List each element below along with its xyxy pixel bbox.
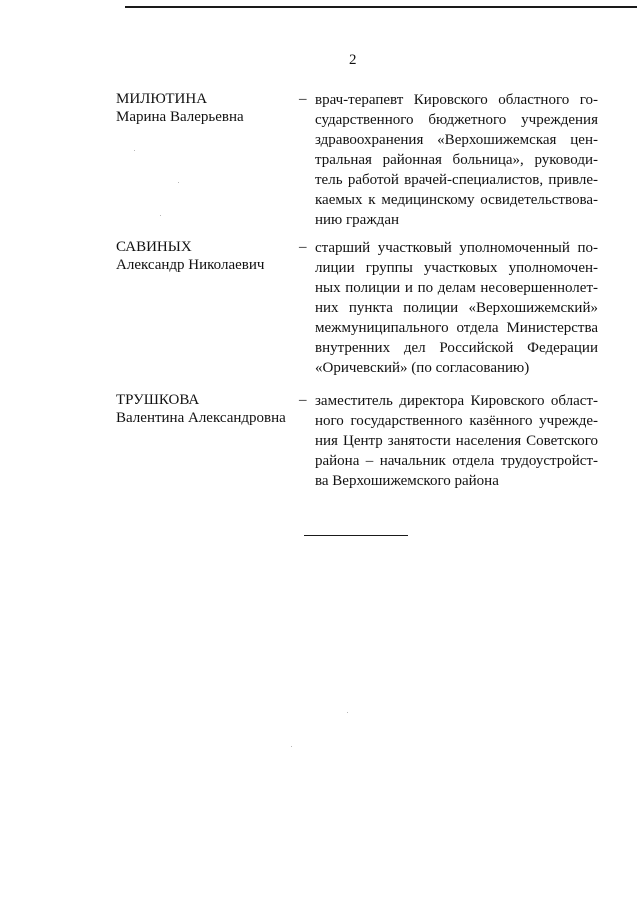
role-line: внутренних дел Российской Федерации bbox=[315, 340, 598, 356]
role-line: ного государственного казённого учрежде- bbox=[315, 413, 598, 429]
member-name bbox=[116, 90, 296, 126]
member-given-names: Валентина Александровна bbox=[116, 410, 286, 426]
role-line: врач-терапевт Кировского областного го- bbox=[315, 92, 598, 108]
role-line: ва Верхошижемского района bbox=[315, 473, 499, 489]
end-of-list-rule bbox=[304, 535, 408, 536]
dash-separator: – bbox=[299, 392, 307, 408]
member-surname: САВИНЫХ bbox=[116, 239, 192, 255]
member-given-names: Марина Валерьевна bbox=[116, 109, 244, 125]
scan-speck bbox=[160, 215, 161, 216]
role-line: ния Центр занятости населения Советского bbox=[315, 433, 598, 449]
role-line: ных полиции и по делам несовершеннолет- bbox=[315, 280, 598, 296]
role-line: «Оричевский» (по согласованию) bbox=[315, 360, 530, 376]
scan-speck bbox=[134, 150, 135, 151]
role-line: каемых к медицинскому освидетельствова- bbox=[315, 192, 598, 208]
role-line: них пункта полиции «Верхошижемский» bbox=[315, 300, 598, 316]
role-line: нию граждан bbox=[315, 212, 400, 228]
role-line: сударственного бюджетного учреждения bbox=[315, 112, 598, 128]
role-line: межмуниципального отдела Министерства bbox=[315, 320, 598, 336]
role-line: старший участковый уполномоченный по- bbox=[315, 240, 598, 256]
dash-separator: – bbox=[299, 91, 307, 107]
member-surname: ТРУШКОВА bbox=[116, 392, 200, 408]
dash-separator: – bbox=[299, 239, 307, 255]
member-name bbox=[116, 391, 296, 427]
scan-speck bbox=[347, 712, 348, 713]
member-role bbox=[315, 90, 598, 230]
role-line: здравоохранения «Верхошижемская цен- bbox=[315, 132, 598, 148]
role-line: тель работой врачей-специалистов, привле- bbox=[315, 172, 598, 188]
role-line: заместитель директора Кировского област- bbox=[315, 393, 598, 409]
member-surname: МИЛЮТИНА bbox=[116, 91, 208, 107]
role-line: района – начальник отдела трудоустройст- bbox=[315, 453, 598, 469]
page-number: 2 bbox=[349, 52, 357, 68]
member-role bbox=[315, 238, 598, 378]
scan-speck bbox=[291, 746, 292, 747]
member-given-names: Александр Николаевич bbox=[116, 257, 265, 273]
member-name bbox=[116, 238, 296, 274]
scan-speck bbox=[178, 182, 179, 183]
top-rule bbox=[125, 6, 637, 8]
role-line: тральная районная больница», руководи- bbox=[315, 152, 598, 168]
member-role bbox=[315, 391, 598, 491]
role-line: лиции группы участковых уполномочен- bbox=[315, 260, 598, 276]
